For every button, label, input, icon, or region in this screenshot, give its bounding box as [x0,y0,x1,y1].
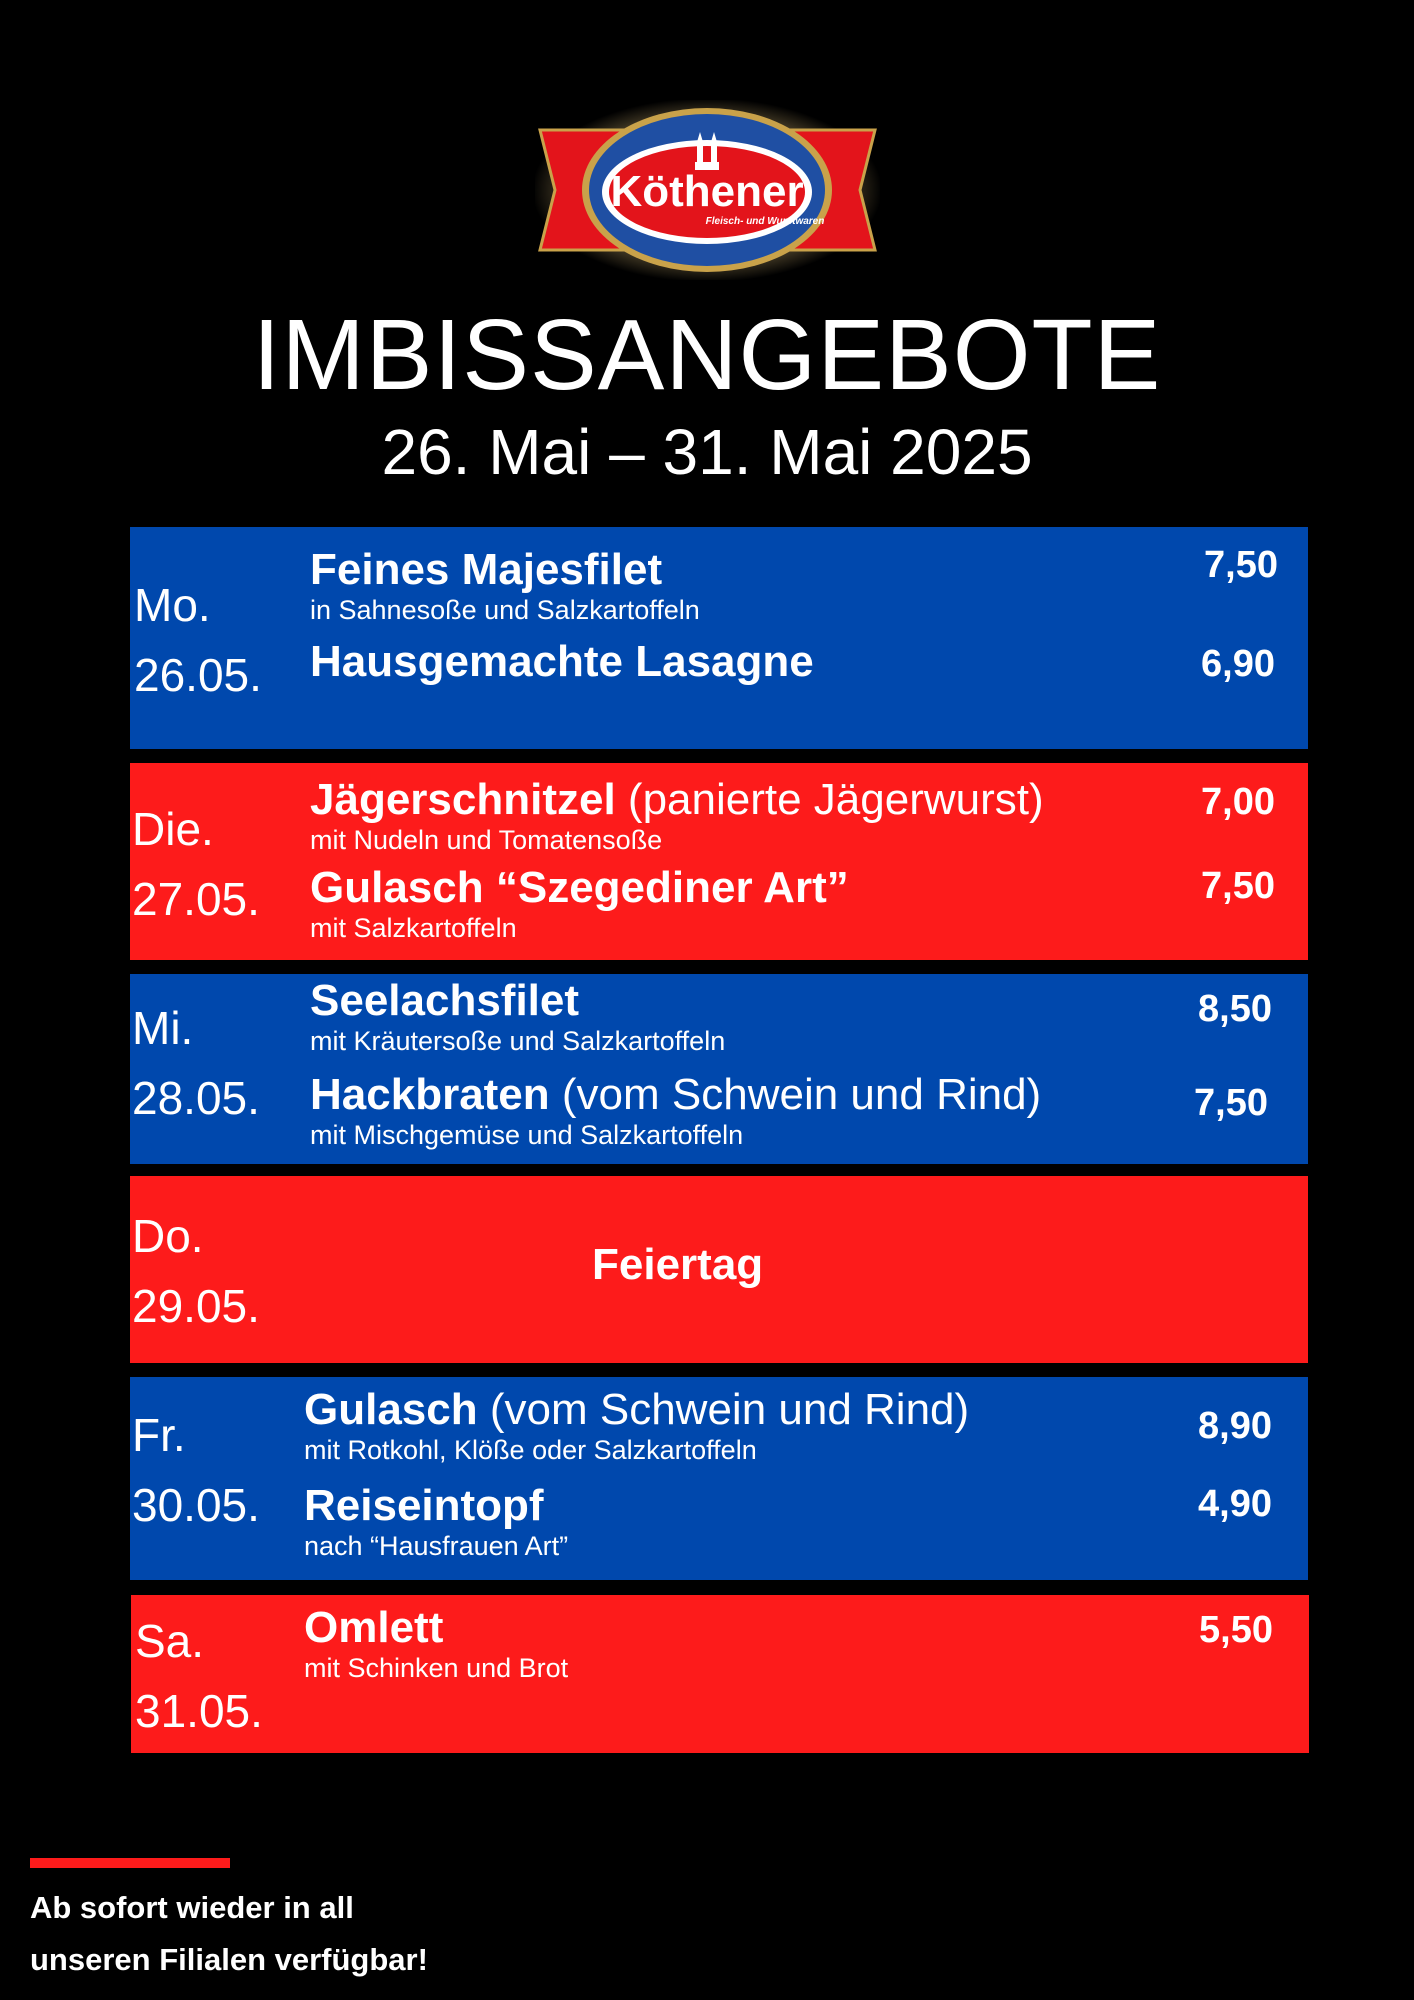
footer-note [30,1882,428,1986]
brand-name: Köthener [610,167,804,216]
item-name: Feines Majesfilet [310,545,663,594]
item-description: nach “Hausfrauen Art” [304,1531,569,1561]
item-name: Hausgemachte Lasagne [310,637,814,686]
day-block-wednesday [130,974,1308,1164]
item-price: 7,50 [1194,1082,1268,1124]
item-name: Seelachsfilet [310,976,580,1025]
item-description: mit Mischgemüse und Salzkartoffeln [310,1120,744,1150]
item-note: (vom Schwein und Rind) [477,1385,970,1434]
date-range: 26. Mai – 31. Mai 2025 [381,416,1033,488]
day-date: 30.05. [132,1479,260,1531]
item-price: 8,90 [1198,1405,1272,1447]
item-price: 7,00 [1201,781,1275,823]
item-price: 7,50 [1201,865,1275,907]
footer-line-2: unseren Filialen verfügbar! [30,1942,428,1977]
day-block-saturday [131,1595,1309,1753]
day-name: Mo. [134,579,211,631]
item-price: 6,90 [1201,643,1275,685]
day-date: 28.05. [132,1072,260,1124]
item-price: 8,50 [1198,988,1272,1030]
item-description: mit Kräutersoße und Salzkartoffeln [310,1026,726,1056]
item-description: mit Rotkohl, Klöße oder Salzkartoffeln [304,1435,757,1465]
day-date: 26.05. [134,649,262,701]
item-price: 5,50 [1199,1609,1273,1651]
day-block-tuesday [130,763,1308,960]
day-name: Die. [132,803,214,855]
item-name: Reiseintopf [304,1481,544,1530]
day-name: Fr. [132,1409,186,1461]
item-description: mit Nudeln und Tomatensoße [310,825,663,855]
day-date: 27.05. [132,873,260,925]
day-date: 29.05. [132,1280,260,1332]
item-description: mit Salzkartoffeln [310,913,517,943]
brand-logo [535,100,880,280]
day-name: Mi. [132,1002,194,1054]
item-note: (vom Schwein und Rind) [549,1070,1042,1119]
item-description: mit Schinken und Brot [304,1653,569,1683]
day-block-friday [130,1377,1308,1580]
brand-tagline: Fleisch- und Wurstwaren [705,216,825,227]
footer-line-1: Ab sofort wieder in all [30,1890,354,1925]
holiday-label: Feiertag [592,1240,764,1289]
item-name: Jägerschnitzel [310,775,616,824]
item-price: 7,50 [1204,544,1278,586]
item-name: Omlett [304,1603,444,1652]
item-description: in Sahnesoße und Salzkartoffeln [310,595,700,625]
item-note: (panierte Jägerwurst) [615,775,1044,824]
item-price: 4,90 [1198,1483,1272,1525]
item-name: Hackbraten [310,1070,550,1119]
item-name: Gulasch “Szegediner Art” [310,863,849,912]
item-name: Gulasch [304,1385,478,1434]
day-name: Sa. [135,1615,205,1667]
footer-accent-bar [30,1858,230,1868]
day-block-thursday [130,1176,1308,1363]
day-date: 31.05. [135,1685,263,1737]
day-block-monday [130,527,1308,749]
page-title: IMBISSANGEBOTE [252,299,1162,411]
day-name: Do. [132,1210,204,1262]
